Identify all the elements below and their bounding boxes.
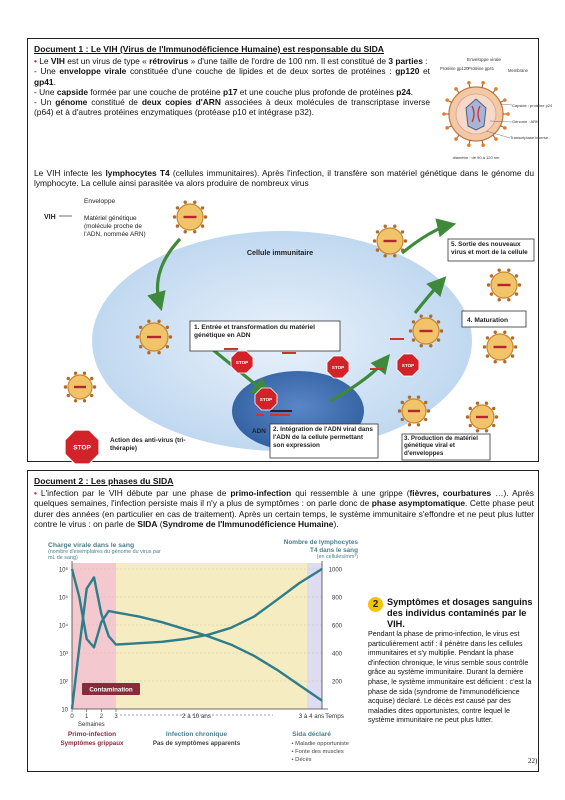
spike-knob <box>494 87 498 91</box>
x-tick-label: 2 <box>99 714 104 720</box>
spike-knob <box>417 396 420 399</box>
spike-knob <box>401 418 404 421</box>
spike-knob <box>511 336 514 339</box>
phase-name: Sida déclaré <box>292 731 331 738</box>
spike-knob <box>442 112 446 116</box>
svg-text:STOP: STOP <box>73 444 91 452</box>
spike-knob <box>445 98 449 102</box>
spike-knob <box>507 298 510 301</box>
step-2-label: 2. Intégration de l'ADN viral dans l'ADN de la cellule permettant son expression <box>273 426 373 449</box>
x-tick-label: 1 <box>84 714 89 720</box>
spike-knob <box>157 320 160 323</box>
spike-knob <box>384 254 387 257</box>
stop-sign-icon <box>397 354 419 376</box>
stop-sign-icon <box>327 356 349 378</box>
virus-structure-diagram <box>432 55 553 169</box>
spike-knob <box>440 329 443 332</box>
spike-knob <box>401 401 404 404</box>
spike-knob <box>454 137 458 141</box>
svg-text:STOP: STOP <box>235 360 249 365</box>
x-tick-label: 3 <box>114 714 118 720</box>
label-envelope: Enveloppe virale <box>467 57 501 62</box>
spike-knob <box>376 230 379 233</box>
label-diameter: diamètre : de 90 à 120 nm <box>452 155 500 160</box>
right-axis-title: Nombre de lymphocytes T4 dans le sang (en cellules/mm³) <box>283 539 358 561</box>
spike-knob <box>503 98 507 102</box>
label-capside: Capside : protéine p24 <box>512 103 553 108</box>
sida-symptom: • Fonte des muscles <box>291 749 344 755</box>
spike-knob <box>469 407 472 410</box>
doc1-title: Document 1 : Le VIH (Virus de l'Immunodéficience Humaine) est responsable du SIDA <box>34 44 385 54</box>
spike-knob <box>193 230 196 233</box>
spike-knob <box>147 351 150 354</box>
spike-knob <box>467 143 471 147</box>
label-genetic-material: Matériel génétique (molécule proche de l'ADN, nommée ARN) <box>84 215 146 238</box>
page-number: 22) <box>528 757 538 765</box>
phase-subtitle: Symptômes grippaux <box>60 740 124 747</box>
spike-knob <box>494 360 497 363</box>
doc1-paragraph-2: - Une enveloppe virale constituée d'une couche de lipides et de deux sortes de protéines : gp120 et gp41. <box>34 66 431 87</box>
spike-knob <box>485 402 488 405</box>
x-weeks-label: Semaines <box>78 722 105 728</box>
spike-knob <box>437 338 440 341</box>
spike-knob <box>469 424 472 427</box>
label-gp120: Protéine gp120 <box>440 66 469 71</box>
step-4-label: 4. Maturation <box>467 317 509 324</box>
sida-symptom: • Maladie opportuniste <box>291 741 349 747</box>
spike-knob <box>485 429 488 432</box>
spike-knob <box>204 215 207 218</box>
spike-knob <box>166 326 169 329</box>
label-adn: ADN <box>252 428 266 435</box>
spike-knob <box>490 292 493 295</box>
spike-knob <box>486 354 489 357</box>
stop-sign-icon <box>231 351 253 373</box>
spike-knob <box>67 394 70 397</box>
spike-knob <box>404 239 407 242</box>
step-5-box <box>448 239 534 261</box>
spike-knob <box>492 407 495 410</box>
label-genome: Génome : ARN <box>512 119 539 124</box>
phase-name: Infection chronique <box>165 731 228 738</box>
virus-particle <box>483 331 517 364</box>
right-tick-label: 600 <box>331 623 342 630</box>
label-envelope-small: Enveloppe <box>84 198 116 205</box>
spike-knob <box>515 292 518 295</box>
left-axis-subtitle: (nombre d'exemplaires du génome du virus par mL de sang) <box>48 549 161 562</box>
spike-knob <box>408 396 411 399</box>
left-tick-label: 10⁶ <box>58 567 68 574</box>
side-body: Pendant la phase de primo-infection, le virus est particulièrement actif : il pénètre dans les cellules immunitaires et s'y multiplie. Pendant la phase d'infection chronique, le virus semble sous contrôle grâce au système immunitaire. Durant la dernière phase, le système immunitaire est déficient : c'est la phase de sida (syndrome de l'immunodéficience acquise) déclaré. Le décès est causé par des maladies dites opportunistes, contre lequel le système immunitaire ne peut plus lutter. <box>368 630 532 725</box>
spike-knob <box>373 239 376 242</box>
right-tick-label: 200 <box>331 679 342 686</box>
step-4-box <box>462 311 526 327</box>
spike-knob <box>176 224 179 227</box>
spike-knob <box>201 224 204 227</box>
spike-knob <box>503 360 506 363</box>
spike-knob <box>429 344 432 347</box>
spike-knob <box>393 254 396 257</box>
spike-knob <box>481 143 485 147</box>
step-2-box <box>270 424 378 458</box>
label-immune-cell: Cellule immunitaire <box>246 248 314 257</box>
spike-knob <box>467 81 471 85</box>
spike-knob <box>514 345 517 348</box>
spike-knob <box>83 399 86 402</box>
spike-knob <box>398 409 401 412</box>
doc1-paragraph-4: - Un génome constitué de deux copies d'ARN associées à deux molécules de transcriptase inverse (p64) et à d'autres protéines enzymatiques (protéase p10 et intégrase p32). <box>34 97 430 118</box>
svg-text:STOP: STOP <box>401 363 415 368</box>
sida-symptom: • Décès <box>291 757 312 763</box>
label-vih: VIH <box>44 214 56 221</box>
step-1-box <box>190 321 340 351</box>
step-5-label: 5. Sortie des nouveaux virus et mort de la cellule <box>451 241 528 256</box>
spike-knob <box>67 377 70 380</box>
left-tick-label: 10² <box>59 679 68 686</box>
spike-knob <box>169 335 172 338</box>
spike-knob <box>420 344 423 347</box>
doc1-paragraph-3: - Une capside formée par une couche de protéine p17 et une couche plus profonde de protéines p24. <box>34 86 414 97</box>
spike-knob <box>511 354 514 357</box>
x-tick-label: 0 <box>70 714 74 720</box>
spike-knob <box>139 326 142 329</box>
spike-knob <box>498 269 501 272</box>
svg-text:STOP: STOP <box>331 365 345 370</box>
spike-knob <box>437 320 440 323</box>
doc2-title: Document 2 : Les phases du SIDA <box>34 476 174 486</box>
label-transcriptase: Transcriptase inverse <box>510 135 549 140</box>
spike-knob <box>384 225 387 228</box>
spike-knob <box>495 415 498 418</box>
infection-phases-chart <box>32 539 362 771</box>
spike-knob <box>498 298 501 301</box>
spike-knob <box>427 409 430 412</box>
side-title: Symptômes et dosages sanguins des individus contaminés par le VIH. <box>387 597 533 629</box>
left-tick-label: 10⁴ <box>58 623 68 630</box>
side-number-badge: 2 <box>368 597 383 612</box>
x-middle-label: 2 à 10 ans <box>182 713 211 720</box>
virus-particle <box>442 81 510 147</box>
spike-knob <box>173 215 176 218</box>
right-tick-label: 1000 <box>328 567 342 574</box>
spike-knob <box>518 283 521 286</box>
svg-text:STOP: STOP <box>259 397 273 402</box>
spike-knob <box>408 423 411 426</box>
spike-knob <box>93 385 96 388</box>
x-end-label: 3 à 4 ans <box>298 713 325 720</box>
spike-knob <box>476 402 479 405</box>
doc1-text <box>34 56 430 118</box>
left-tick-label: 10 <box>61 707 68 714</box>
contamination-label: Contamination <box>89 686 133 694</box>
spike-knob <box>466 415 469 418</box>
spike-knob <box>494 137 498 141</box>
virus-particle <box>487 269 521 302</box>
spike-knob <box>139 345 142 348</box>
left-axis-title: Charge virale dans le sang <box>48 542 135 549</box>
spike-knob <box>454 87 458 91</box>
x-axis-title: Temps <box>325 713 344 720</box>
doc1-paragraph-1: • Le VIH est un virus de type « rétrovirus » d'une taille de l'ordre de 100 nm. Il est constitué de 3 parties : <box>34 56 428 66</box>
spike-knob <box>492 424 495 427</box>
spike-knob <box>166 345 169 348</box>
spike-knob <box>176 206 179 209</box>
virus-particle <box>173 201 207 234</box>
right-tick-label: 800 <box>331 595 342 602</box>
spike-knob <box>494 331 497 334</box>
spike-knob <box>393 225 396 228</box>
spike-knob <box>193 201 196 204</box>
left-tick-label: 10⁵ <box>58 595 68 602</box>
spike-knob <box>417 423 420 426</box>
spike-knob <box>503 331 506 334</box>
legend-label: Action des anti-virus (tri-thérapie) <box>110 437 186 452</box>
left-tick-label: 10³ <box>59 651 68 658</box>
legend-stop-icon <box>65 430 99 464</box>
spike-knob <box>507 269 510 272</box>
step-3-label: 3. Production de matériel génétique viral et d'enveloppes <box>404 435 478 457</box>
spike-knob <box>64 385 67 388</box>
spike-knob <box>147 320 150 323</box>
spike-knob <box>486 336 489 339</box>
spike-knob <box>424 418 427 421</box>
side-explanation <box>368 597 536 726</box>
step-1-label: 1. Entrée et transformation du matériel génétique en ADN <box>194 324 315 340</box>
phase-subtitle: Pas de symptômes apparents <box>152 740 241 747</box>
spike-knob <box>420 315 423 318</box>
doc2-paragraph: • L'infection par le VIH débute par une phase de primo-infection qui ressemble à une grippe (fièvres, courbatures …). Après quelques semaines, l'infection persiste mais il n'y a plus de symptômes : on parle donc de phase asymptomatique. Cette phase peut durer des années (en particulier en cas de traitement). Après un certain temps, le système immunitaire s'effondre et ne peut plus lutter contre le virus : on parle de SIDA (Syndrome de l'Immunodéficience Humaine). <box>34 488 534 529</box>
spike-knob <box>74 399 77 402</box>
virus-particle <box>466 402 498 433</box>
spike-knob <box>409 329 412 332</box>
spike-knob <box>412 338 415 341</box>
spike-knob <box>376 248 379 251</box>
virus-particle <box>64 372 96 403</box>
spike-knob <box>90 394 93 397</box>
spike-knob <box>74 372 77 375</box>
spike-knob <box>487 283 490 286</box>
right-axis-subtitle: (en cellules/mm³) <box>316 554 358 561</box>
spike-knob <box>157 351 160 354</box>
spike-knob <box>481 81 485 85</box>
spike-knob <box>201 206 204 209</box>
spike-knob <box>83 372 86 375</box>
phase-name: Primo-infection <box>67 731 117 738</box>
label-membrane: Membrane <box>508 68 529 73</box>
spike-knob <box>429 315 432 318</box>
spike-knob <box>136 335 139 338</box>
spike-knob <box>412 320 415 323</box>
arrow-exit <box>402 225 450 253</box>
spike-knob <box>184 201 187 204</box>
spike-knob <box>445 126 449 130</box>
spike-knob <box>490 274 493 277</box>
spike-knob <box>401 230 404 233</box>
spike-knob <box>506 112 510 116</box>
right-tick-label: 400 <box>331 651 342 658</box>
spike-knob <box>483 345 486 348</box>
spike-knob <box>90 377 93 380</box>
spike-knob <box>184 230 187 233</box>
phase-bg-sida <box>307 563 322 709</box>
document-2 <box>27 470 539 772</box>
spike-knob <box>503 126 507 130</box>
document-1 <box>27 38 553 462</box>
doc1-paragraph-5: Le VIH infecte les lymphocytes T4 (cellules immunitaires). Après l'infection, il transfère son matériel génétique dans le génome du lymphocyte. La cellule ainsi parasitée va alors produire de nombreux virus <box>34 168 534 189</box>
phase-bg-chronique <box>116 563 307 709</box>
step-3-box <box>402 434 490 460</box>
spike-knob <box>515 274 518 277</box>
spike-knob <box>476 429 479 432</box>
spike-knob <box>424 401 427 404</box>
infection-cycle-diagram <box>30 189 538 461</box>
stop-sign-icon <box>255 388 277 410</box>
label-gp41: Protéine gp41 <box>468 66 495 71</box>
